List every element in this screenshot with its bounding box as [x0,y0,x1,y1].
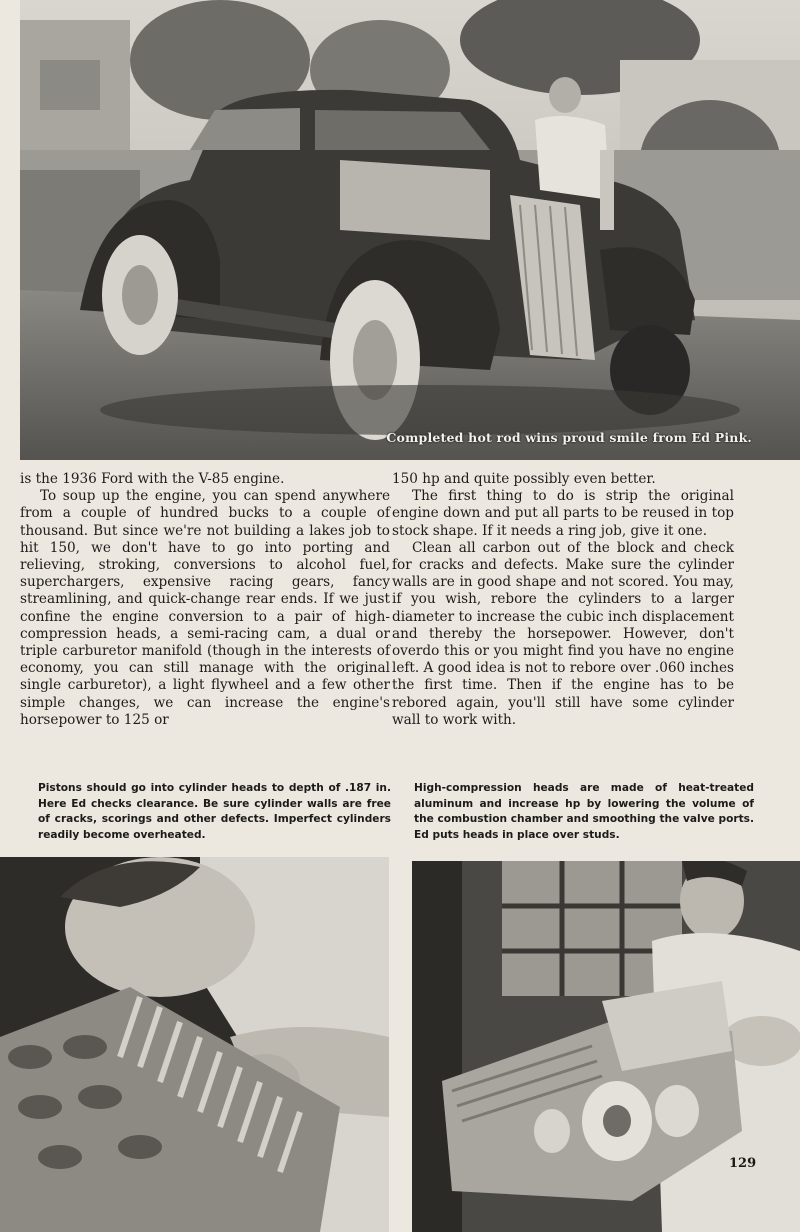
article-column-right [392,471,734,729]
article-paragraph: Clean all carbon out of the block and check for cracks and defects. Make sure the cylinder walls are in good shape and not scored. You may, if you wish, rebore the cylinders to a larger diameter to increase the cubic inch displacement and thereby the horsepower. However, don't overdo this or you might find you have no engine left. A good idea is not to rebore over .060 inches the first time. Then if the engine has to be rebored again, you'll still have some cylinder wall to work with. [392,539,734,728]
article-column-left [20,471,390,729]
engine-block-photo-illustration [0,857,389,1232]
article-paragraph: is the 1936 Ford with the V-85 engine. [20,471,285,487]
hero-photo [20,0,800,460]
article-paragraph: The first thing to do is strip the original engine down and put all parts to be reused in top stock shape. If it needs a ring job, give it one. [392,488,734,539]
photo-caption-left: Pistons should go into cylinder heads to depth of .187 in. Here Ed checks clearance. Be sure cylinder walls are free of cracks, scorings and other defects. Imperfect cylinders readily become overheated. [38,782,391,841]
hero-photo-caption: Completed hot rod wins proud smile from Ed Pink. [386,430,752,445]
hot-rod-photo-illustration [20,0,800,460]
page-number: 129 [729,1156,757,1171]
pistons-photo [0,857,389,1232]
article-paragraph: To soup up the engine, you can spend anywhere from a couple of hundred bucks to a couple of thousand. But since we're not building a lakes job to hit 150, we don't have to go into porting and relieving, stroking, conversions to alcohol fuel, superchargers, expensive racing gears, fancy streamlining, and quick-change rear ends. If we just confine the engine conversion to a pair of high-compression heads, a semi-racing cam, a dual or triple carburetor manifold (though in the interests of economy, you can still manage with the original single carburetor), a light flywheel and a few other simple changes, we can increase the engine's horsepower to 125 or [20,488,390,728]
photo-caption-right: High-compression heads are made of heat-treated aluminum and increase hp by lowering the volume of the combustion chamber and smoothing the valve ports. Ed puts heads in place over studs. [414,782,754,841]
cylinder-heads-photo [412,861,800,1232]
heads-photo-illustration [412,861,800,1232]
article-paragraph: 150 hp and quite possibly even better. [392,471,656,487]
